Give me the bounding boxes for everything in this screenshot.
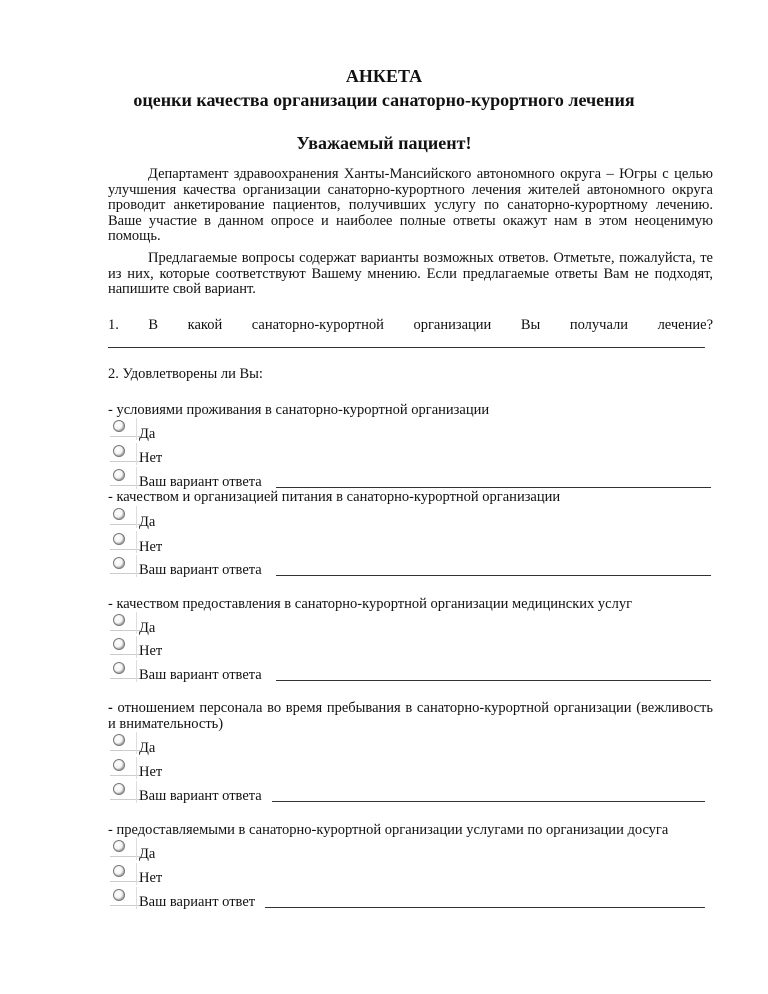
radio-icon[interactable] bbox=[113, 508, 125, 520]
option-label: Нет bbox=[139, 643, 163, 659]
answer-line-q1[interactable] bbox=[108, 347, 705, 348]
option-label: Ваш вариант ответа bbox=[139, 474, 262, 490]
radio-icon[interactable] bbox=[113, 759, 125, 771]
option-label: Да bbox=[139, 620, 156, 636]
document-subtitle: оценки качества организации санаторно-курортного лечения bbox=[133, 90, 635, 110]
option-label: Да bbox=[139, 426, 156, 442]
radio-icon[interactable] bbox=[113, 889, 125, 901]
answer-line[interactable] bbox=[276, 575, 711, 576]
radio-icon[interactable] bbox=[113, 783, 125, 795]
document-title: АНКЕТА bbox=[345, 66, 423, 86]
section-label-food: - качеством и организацией питания в санаторно-курортной организации bbox=[108, 489, 561, 505]
option-label: Да bbox=[139, 740, 156, 756]
option-label: Ваш вариант ответ bbox=[139, 894, 256, 910]
option-label: Да bbox=[139, 514, 156, 530]
radio-icon[interactable] bbox=[113, 734, 125, 746]
option-label: Ваш вариант ответа bbox=[139, 562, 262, 578]
section-label-leisure: - предоставляемыми в санаторно-курортной организации услугами по организации досуга bbox=[108, 822, 669, 838]
radio-icon[interactable] bbox=[113, 469, 125, 481]
question-2: 2. Удовлетворены ли Вы: bbox=[108, 366, 263, 382]
radio-icon[interactable] bbox=[113, 865, 125, 877]
question-1: 1. В какой санаторно-курортной организации Вы получали лечение? bbox=[108, 317, 713, 333]
radio-icon[interactable] bbox=[113, 662, 125, 674]
radio-icon[interactable] bbox=[113, 840, 125, 852]
radio-icon[interactable] bbox=[113, 420, 125, 432]
option-label: Ваш вариант ответа bbox=[139, 667, 262, 683]
section-label-staff: - отношением персонала во время пребывания в санаторно-курортной организации (вежливость и внимательность) bbox=[108, 700, 713, 732]
option-label: Ваш вариант ответа bbox=[139, 788, 262, 804]
option-label: Нет bbox=[139, 539, 163, 555]
intro-paragraph-2: Предлагаемые вопросы содержат варианты возможных ответов. Отметьте, пожалуйста, те из них, которые соответствуют Вашему мнению. Если предлагаемые ответы Вам не подходят, напишите свой вариант. bbox=[108, 250, 713, 297]
answer-line[interactable] bbox=[265, 907, 705, 908]
radio-icon[interactable] bbox=[113, 638, 125, 650]
greeting: Уважаемый пациент! bbox=[296, 133, 472, 153]
radio-icon[interactable] bbox=[113, 533, 125, 545]
option-label: Нет bbox=[139, 450, 163, 466]
answer-line[interactable] bbox=[276, 680, 711, 681]
radio-icon[interactable] bbox=[113, 445, 125, 457]
answer-line[interactable] bbox=[276, 487, 711, 488]
section-label-medical: - качеством предоставления в санаторно-курортной организации медицинских услуг bbox=[108, 596, 633, 612]
radio-icon[interactable] bbox=[113, 557, 125, 569]
option-label: Нет bbox=[139, 870, 163, 886]
intro-paragraph-1: Департамент здравоохранения Ханты-Мансийского автономного округа – Югры с целью улучшения качества организации санаторно-курортного лечения жителей автономного округа проводит анкетирование пациентов, получивших услугу по санаторно-курортному лечению. Ваше участие в данном опросе и наиболее полные ответы окажут нам в этом неоценимую помощь. bbox=[108, 166, 713, 244]
section-label-living: - условиями проживания в санаторно-курортной организации bbox=[108, 402, 490, 418]
answer-line[interactable] bbox=[272, 801, 705, 802]
option-label: Нет bbox=[139, 764, 163, 780]
option-label: Да bbox=[139, 846, 156, 862]
radio-icon[interactable] bbox=[113, 614, 125, 626]
